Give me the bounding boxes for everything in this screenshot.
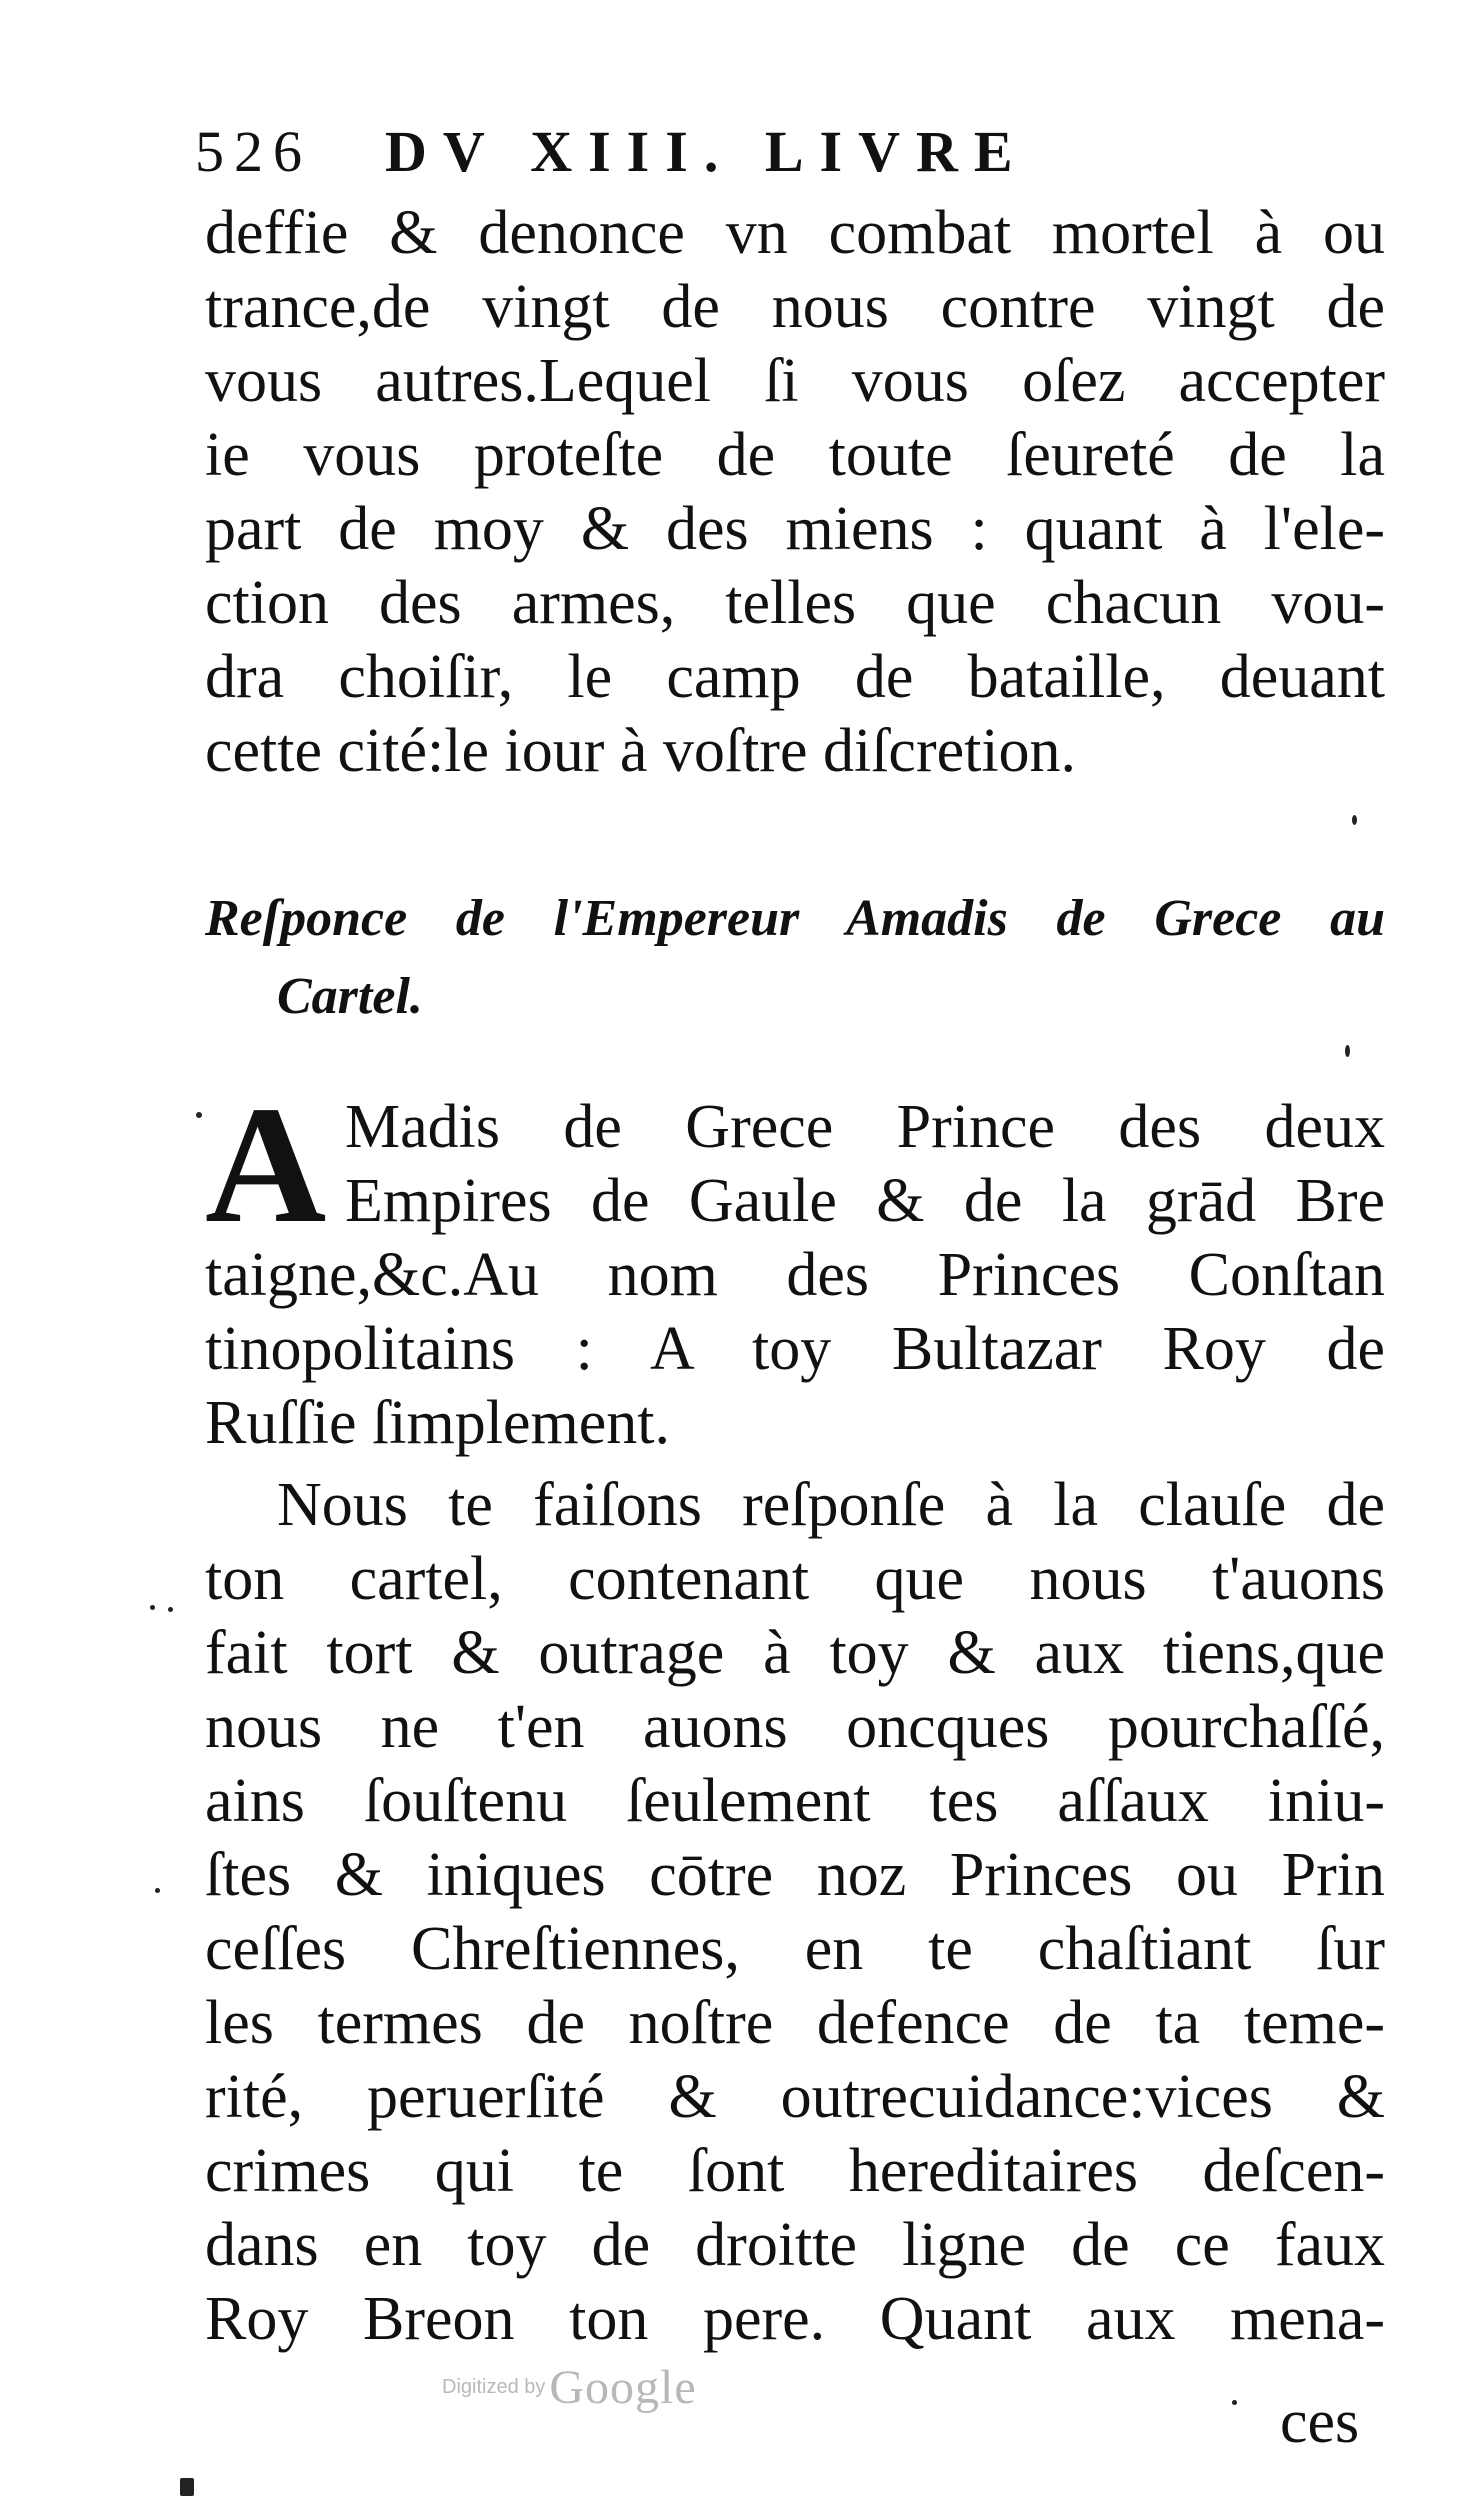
text-line: cette cité:le iour à voſtre diſcretion.: [205, 717, 1077, 785]
text-line: Roy Breon ton pere. Quant aux mena-: [205, 2285, 1385, 2353]
text-line: vous autres.Lequel ſi vous oſez accepter: [205, 347, 1385, 415]
text-line: dans en toy de droitte ligne de ce faux: [205, 2211, 1385, 2279]
text-line: ceſſes Chreſtiennes, en te chaſtiant ſur: [205, 1915, 1385, 1983]
text-line: tinopolitains : A toy Bultazar Roy de: [205, 1315, 1385, 1383]
running-head: [195, 118, 1195, 188]
text-line: Empires de Gaule & de la grād Bre: [345, 1167, 1385, 1235]
text-line: Nous te faiſons reſponſe à la clauſe de: [277, 1471, 1385, 1539]
text-line: trance,de vingt de nous contre vingt de: [205, 273, 1385, 341]
catchword: ces: [1280, 2388, 1360, 2456]
text-line: ction des armes, telles que chacun vou-: [205, 569, 1385, 637]
text-line: crimes qui te ſont hereditaires deſcen-: [205, 2137, 1385, 2205]
paragraph-cartel-end: [205, 196, 1385, 788]
scan-speck: [1352, 815, 1357, 825]
text-line: taigne,&c.Au nom des Princes Conſtan: [205, 1241, 1385, 1309]
digitized-watermark: [442, 2360, 697, 2415]
text-line: part de moy & des miens : quant à l'ele-: [205, 495, 1385, 563]
text-line: les termes de noſtre defence de ta teme-: [205, 1989, 1385, 2057]
text-line: ton cartel, contenant que nous t'auons: [205, 1545, 1385, 1613]
scan-speck: [180, 2478, 194, 2496]
text-line: ſtes & iniques cōtre noz Princes ou Prin: [205, 1841, 1385, 1909]
text-line: fait tort & outrage à toy & aux tiens,que: [205, 1619, 1385, 1687]
text-line: deffie & denonce vn combat mortel à ou: [205, 199, 1385, 267]
text-line: dra choiſir, le camp de bataille, deuant: [205, 643, 1385, 711]
text-line: ie vous proteſte de toute ſeureté de la: [205, 421, 1385, 489]
page-number: 526: [195, 119, 312, 184]
watermark-prefix: Digitized by: [442, 2376, 546, 2398]
watermark-brand: Google: [549, 2361, 697, 2414]
dropcap-lines: [345, 1090, 1385, 1238]
drop-cap-letter: A: [205, 1072, 327, 1258]
section-heading: [205, 880, 1385, 1036]
text-line: rité, peruerſité & outrecuidance:vices &: [205, 2063, 1385, 2131]
scan-speck: [150, 1605, 155, 1610]
running-title: DV XIII. LIVRE: [385, 119, 1029, 184]
scan-speck: [168, 1607, 173, 1612]
dropcap-row: [205, 1072, 1385, 1258]
scan-speck: [1232, 2400, 1237, 2405]
paragraph-salutation: [205, 1072, 1385, 1460]
text-line: nous ne t'en auons oncques pourchaſſé,: [205, 1693, 1385, 1761]
heading-line: Reſponce de l'Empereur Amadis de Grece au: [205, 890, 1385, 947]
text-line: Madis de Grece Prince des deux: [345, 1093, 1385, 1161]
scan-speck: [196, 1112, 202, 1118]
heading-line: Cartel.: [277, 968, 423, 1025]
paragraph-response: [205, 1468, 1385, 2356]
scan-speck: [1345, 1045, 1350, 1057]
text-line: Ruſſie ſimplement.: [205, 1389, 670, 1457]
text-line: ains ſouſtenu ſeulement tes aſſaux iniu-: [205, 1767, 1385, 1835]
scan-speck: [155, 1888, 160, 1893]
